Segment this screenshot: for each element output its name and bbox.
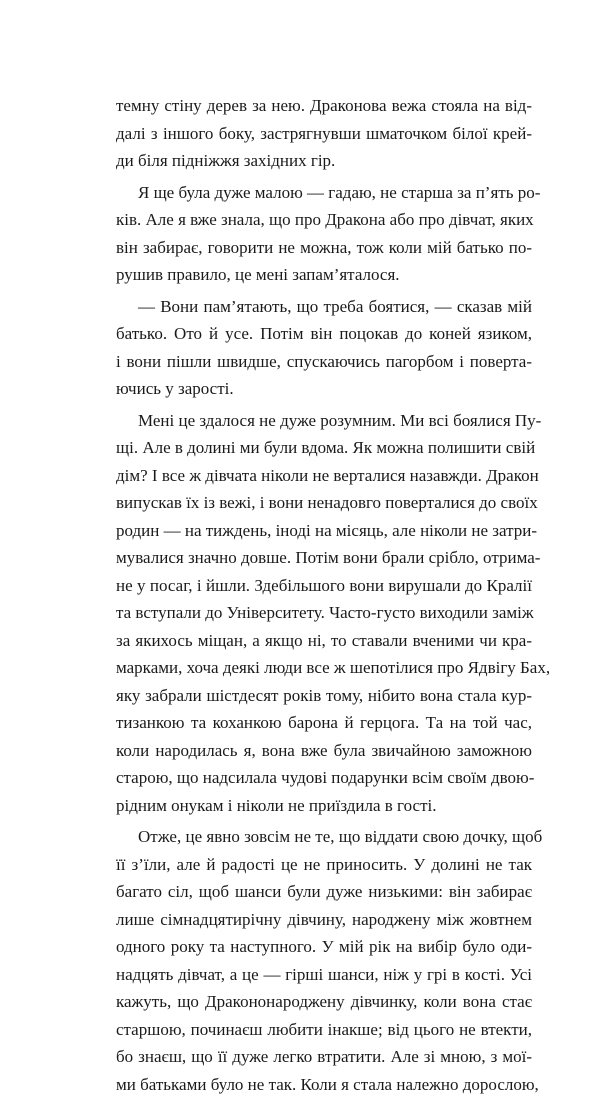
- text-line: не у посаг, і йшли. Здебільшого вони вирушали до Кралії: [116, 572, 532, 600]
- text-line: ди біля підніжжя західних гір.: [116, 147, 532, 175]
- text-line: тизанкою та коханкою барона й герцога. Та на той час,: [116, 709, 532, 737]
- paragraph-2: [116, 179, 532, 289]
- text-line: багато сіл, щоб шанси були дуже низькими: він забирає: [116, 878, 532, 906]
- text-line: старою, що надсилала чудові подарунки всім своїм двою-: [116, 764, 532, 792]
- text-line: та вступали до Університету. Часто-густо виходили заміж: [116, 599, 532, 627]
- text-line: рушив правило, це мені запам’яталося.: [116, 261, 532, 289]
- paragraph-4: [116, 407, 532, 820]
- text-line: ючись у зарості.: [116, 375, 532, 403]
- text-line: темну стіну дерев за нею. Драконова вежа стояла на від-: [116, 92, 532, 120]
- text-line: батько. Ото й усе. Потім він поцокав до коней язиком,: [116, 320, 532, 348]
- text-line: рідним онукам і ніколи не приїздила в гості.: [116, 792, 532, 820]
- text-line: і вони пішли швидше, спускаючись пагорбом і поверта-: [116, 348, 532, 376]
- text-line: Мені це здалося не дуже розумним. Ми всі боялися Пу-: [116, 407, 532, 435]
- text-line: лише сімнадцятирічну дівчину, народжену між жовтнем: [116, 906, 532, 934]
- text-line: яку забрали шістдесят років тому, нібито вона стала кур-: [116, 682, 532, 710]
- text-line: її з’їли, але й радості це не приносить. У долині не так: [116, 851, 532, 879]
- text-line: одного року та наступного. У мій рік на вибір було оди-: [116, 933, 532, 961]
- text-line: родин — на тиждень, іноді на місяць, але ніколи не затри-: [116, 517, 532, 545]
- text-line: випускав їх із вежі, і вони ненадовго поверталися до своїх: [116, 489, 532, 517]
- text-line: за якихось міщан, а якщо ні, то ставали вченими чи кра-: [116, 627, 532, 655]
- text-line: бо знаєш, що її дуже легко втратити. Але зі мною, з мої-: [116, 1043, 532, 1071]
- text-line: коли народилась я, вона вже була звичайною заможною: [116, 737, 532, 765]
- text-line: ми батьками було не так. Коли я стала належно дорослою,: [116, 1071, 532, 1098]
- text-line: ків. Але я вже знала, що про Дракона або про дівчат, яких: [116, 206, 532, 234]
- text-line: старшою, починаєш любити інакше; від цього не втекти,: [116, 1016, 532, 1044]
- book-page: [116, 92, 532, 1098]
- text-line: Отже, це явно зовсім не те, що віддати свою дочку, щоб: [116, 823, 532, 851]
- paragraph-3: [116, 293, 532, 403]
- text-line: Я ще була дуже малою — гадаю, не старша за п’ять ро-: [116, 179, 532, 207]
- paragraph-1: [116, 92, 532, 175]
- text-line: він забирає, говорити не можна, тож коли мій батько по-: [116, 234, 532, 262]
- text-line: марками, хоча деякі люди все ж шепотілися про Ядвігу Бах,: [116, 654, 532, 682]
- text-line: дім? І все ж дівчата ніколи не верталися назавжди. Дракон: [116, 462, 532, 490]
- text-line: кажуть, що Дракононароджену дівчинку, коли вона стає: [116, 988, 532, 1016]
- paragraph-5: [116, 823, 532, 1098]
- text-line: щі. Але в долині ми були вдома. Як можна полишити свій: [116, 434, 532, 462]
- text-line: надцять дівчат, а це — гірші шанси, ніж у грі в кості. Усі: [116, 961, 532, 989]
- text-line: — Вони пам’ятають, що треба боятися, — сказав мій: [116, 293, 532, 321]
- text-line: далі з іншого боку, застрягнувши шматочком білої крей-: [116, 120, 532, 148]
- text-line: мувалися значно довше. Потім вони брали срібло, отрима-: [116, 544, 532, 572]
